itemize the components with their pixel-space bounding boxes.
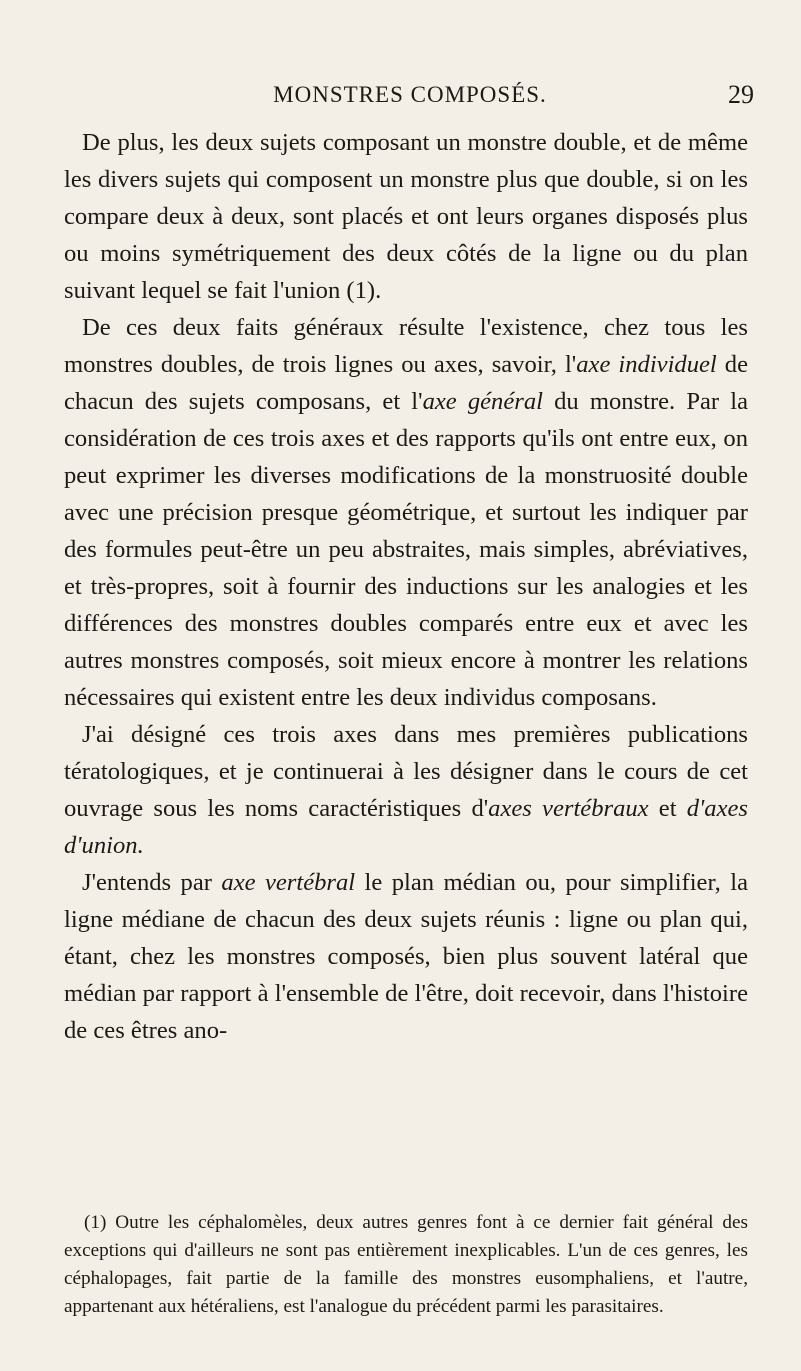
text-run: et [648, 795, 687, 822]
italic-term: axes vertébraux [488, 795, 649, 822]
footnote-text: (1) Outre les céphalomèles, deux autres genres font à ce dernier fait général des exceptions qui d'ailleurs ne sont pas entièrement inexplicables. L'un de ces genres, les céphalopages, fait partie de la famille des monstres eusomphaliens, et l'autre, appartenant aux hétéraliens, est l'analogue du précédent parmi les parasitaires. [64, 1212, 748, 1317]
paragraph [64, 124, 748, 309]
running-title: MONSTRES COMPOSÉS. [273, 82, 547, 107]
text-run: De plus, les deux sujets composant un monstre double, et de même les divers sujets qui composent un monstre plus que double, si on les compare deux à deux, sont placés et ont leurs organes disposés plus ou moins symétriquement des deux côtés de la ligne ou du plan suivant lequel se fait l'union (1). [64, 129, 748, 304]
page-number: 29 [728, 80, 754, 109]
page-header [60, 82, 760, 114]
text-run: du monstre. Par la considération de ces trois axes et des rapports qu'ils ont entre eux, on peut exprimer les diverses modifications de la monstruosité double avec une précision presque géométrique, et surtout les indiquer par des formules peut-être un peu abstraites, mais simples, abréviatives, et très-propres, soit à fournir des inductions sur les analogies et les différences des monstres doubles comparés entre eux et avec les autres monstres composés, soit mieux encore à montrer les relations nécessaires qui existent entre les deux individus composans. [64, 388, 748, 711]
paragraph [64, 309, 748, 716]
paragraph [64, 716, 748, 864]
footnote [64, 1209, 748, 1321]
text-run: de chacun des sujets composans, et l' [64, 351, 748, 415]
text-run: De ces deux faits généraux résulte l'existence, chez tous les monstres doubles, de trois lignes ou axes, savoir, l' [64, 314, 748, 378]
paragraph [64, 864, 748, 1049]
text-run: J'ai désigné ces trois axes dans mes premières publications tératologiques, et je continuerai à les désigner dans le cours de cet ouvrage sous les noms caractéristiques d' [64, 721, 748, 822]
text-run: le plan médian ou, pour simplifier, la ligne médiane de chacun des deux sujets réunis : ligne ou plan qui, étant, chez les monstres composés, bien plus souvent latéral que médian par rapport à l'ensemble de l'être, doit recevoir, dans l'histoire de ces êtres ano- [64, 869, 748, 1044]
italic-term: axe général [422, 388, 543, 415]
italic-term: d'axes d'union. [64, 795, 748, 859]
text-run: J'entends par [82, 869, 222, 896]
italic-term: axe vertébral [221, 869, 356, 896]
italic-term: axe individuel [576, 351, 717, 378]
main-text [64, 124, 748, 1049]
